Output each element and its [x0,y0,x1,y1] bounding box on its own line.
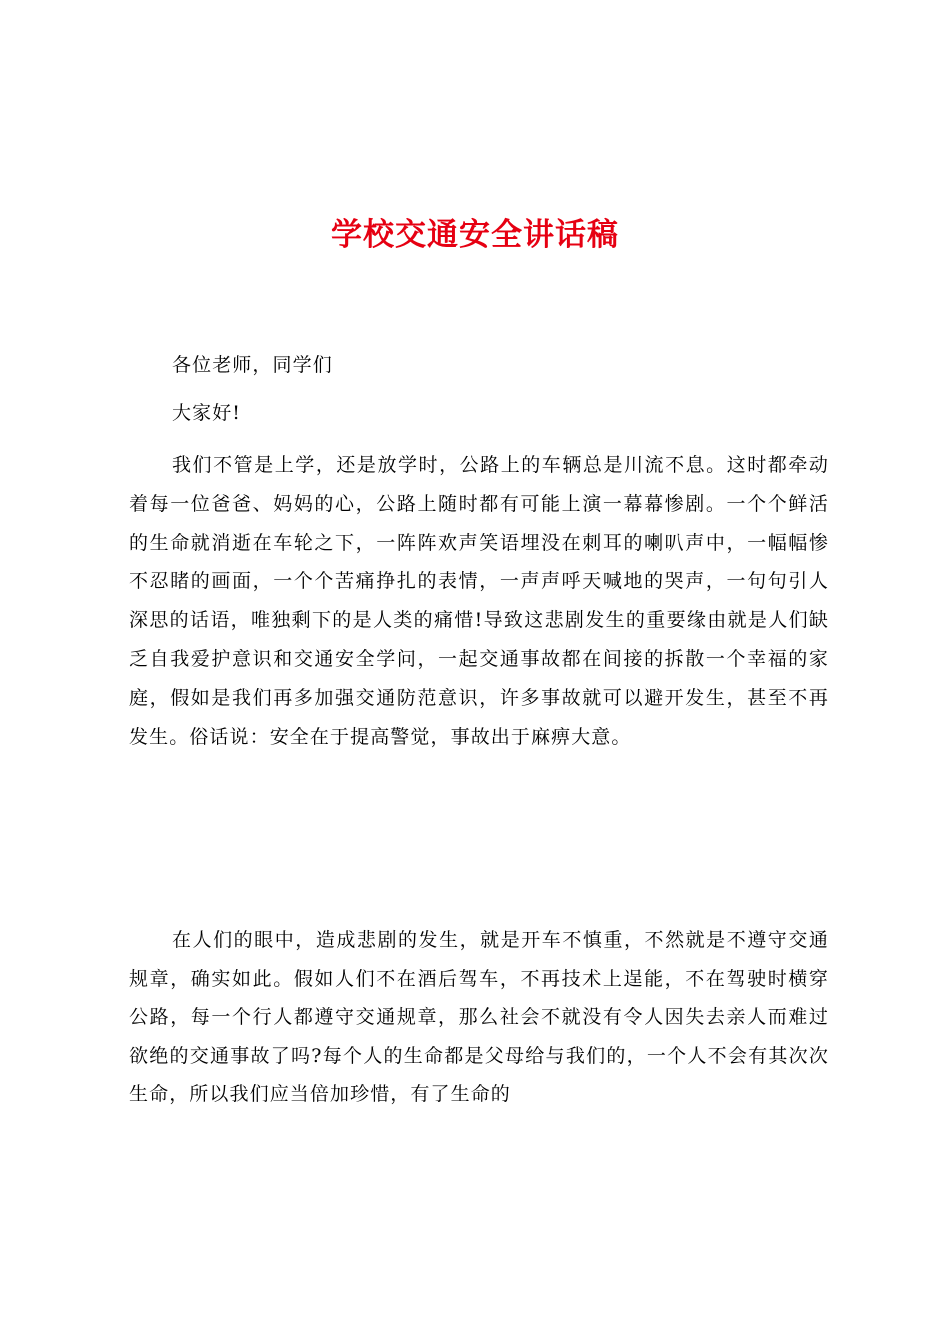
body-paragraph: 在人们的眼中，造成悲剧的发生，就是开车不慎重，不然就是不遵守交通规章，确实如此。假如人们不在酒后驾车，不再技术上逞能，不在驾驶时横穿公路，每一个行人都遵守交通规章，那么社会不就没有令人因失去亲人而难过欲绝的交通事故了吗?每个人的生命都是父母给与我们的，一个人不会有其次次生命，所以我们应当倍加珍惜，有了生命的 [129,929,829,1106]
body-paragraph: 我们不管是上学，还是放学时，公路上的车辆总是川流不息。这时都牵动着每一位爸爸、妈妈的心，公路上随时都有可能上演一幕幕惨剧。一个个鲜活的生命就消逝在车轮之下，一阵阵欢声笑语埋没在刺耳的喇叭声中，一幅幅惨不忍睹的画面，一个个苦痛挣扎的表情，一声声呼天喊地的哭声，一句句引人深思的话语，唯独剩下的是人类的痛惜!导致这悲剧发生的重要缘由就是人们缺乏自我爱护意识和交通安全学问，一起交通事故都在间接的拆散一个幸福的家庭，假如是我们再多加强交通防范意识，许多事故就可以避开发生，甚至不再发生。俗话说：安全在于提高警觉，事故出于麻痹大意。 [129,454,829,748]
document-title: 学校交通安全讲话稿 [331,217,619,253]
salutation: 各位老师，同学们 [172,354,333,376]
greeting: 大家好! [172,402,242,424]
